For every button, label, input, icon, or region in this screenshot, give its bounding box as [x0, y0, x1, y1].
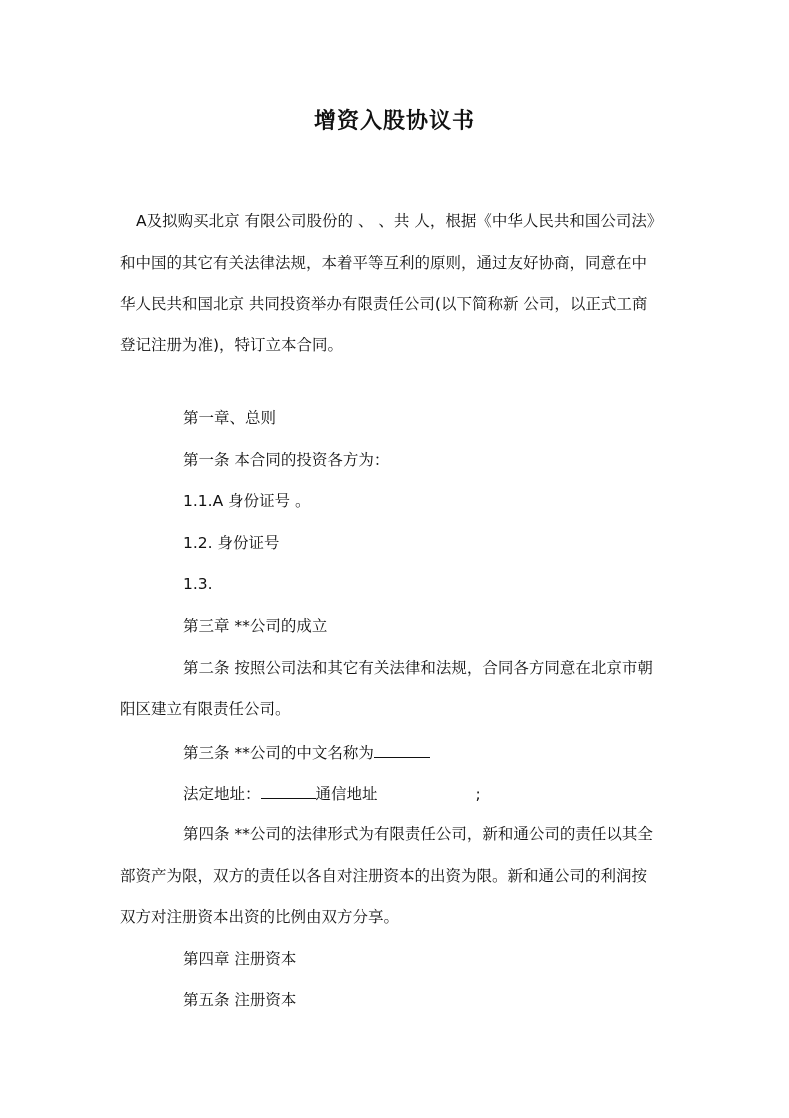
company-name-line: [183, 741, 430, 763]
paragraph-line: 和中国的其它有关法律法规，本着平等互利的原则，通过友好协商，同意在中: [120, 254, 648, 272]
article-line: 第五条 注册资本: [183, 991, 297, 1009]
article-line: 1.3.: [183, 575, 213, 593]
company-name-blank: [374, 741, 430, 758]
article-line: 1.1.A 身份证号 。: [183, 492, 311, 510]
legal-address-label: 法定地址：: [183, 785, 261, 803]
paragraph-line: 部资产为限，双方的责任以各自对注册资本的出资为限。新和通公司的利润按: [120, 867, 648, 885]
company-name-label: 第三条 **公司的中文名称为: [183, 744, 374, 762]
article-line: 1.2. 身份证号: [183, 534, 280, 552]
address-line: [183, 782, 481, 804]
legal-address-blank: [261, 782, 316, 799]
paragraph-line: 双方对注册资本出资的比例由双方分享。: [120, 908, 400, 926]
article-line: 第二条 按照公司法和其它有关法律和法规，合同各方同意在北京市朝: [183, 659, 653, 677]
mail-address-label: 通信地址: [315, 785, 378, 803]
article-line: 第四条 **公司的法律形式为有限责任公司，新和通公司的责任以其全: [183, 825, 653, 843]
document-title: 增资入股协议书: [313, 108, 475, 134]
chapter-heading: 第三章 **公司的成立: [183, 617, 328, 635]
paragraph-line: 华人民共和国北京 共同投资举办有限责任公司(以下简称新 公司，以正式工商: [120, 295, 648, 313]
chapter-heading: 第四章 注册资本: [183, 950, 297, 968]
chapter-heading: 第一章、总则: [183, 409, 277, 427]
address-end-mark: ;: [475, 785, 481, 803]
article-line: 第一条 本合同的投资各方为：: [183, 451, 390, 469]
paragraph-line: 登记注册为准)，特订立本合同。: [120, 336, 344, 354]
paragraph-line: 阳区建立有限责任公司。: [120, 700, 291, 718]
paragraph-line: A及拟购买北京 有限公司股份的 、 、共 人，根据《中华人民共和国公司法》: [136, 212, 663, 230]
